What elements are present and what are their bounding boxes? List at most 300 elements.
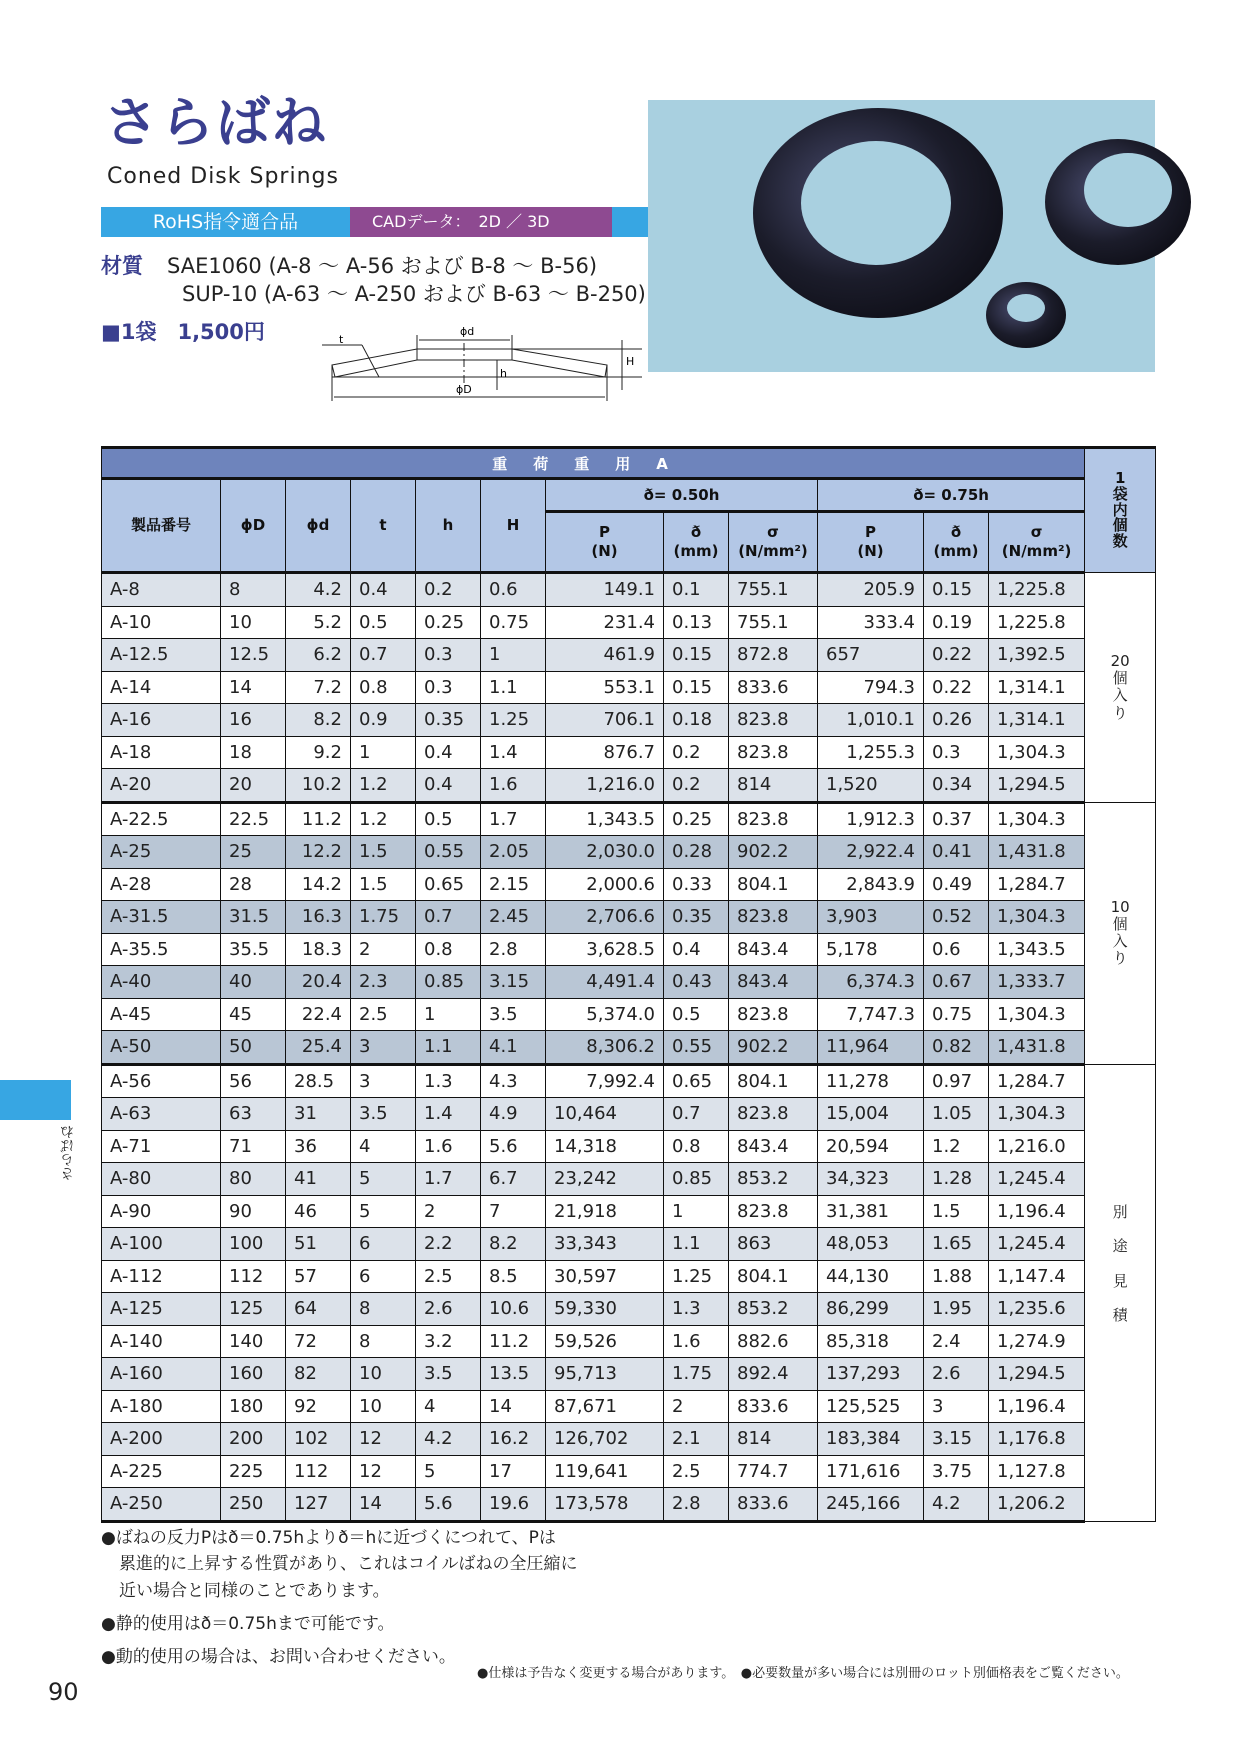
cell-inner-diameter: 7.2 [286,671,351,704]
cell-sigma-075: 1,314.1 [989,704,1085,737]
cell-outer-diameter: 28 [221,868,286,901]
cell-part: A-56 [102,1064,221,1098]
cell-outer-diameter: 63 [221,1098,286,1131]
cell-sigma-075: 1,304.3 [989,901,1085,934]
cell-outer-diameter: 20 [221,769,286,803]
cell-sigma-075: 1,176.8 [989,1423,1085,1456]
cell-delta-075: 3.15 [924,1423,989,1456]
cell-thickness: 5 [351,1195,416,1228]
cell-sigma-075: 1,206.2 [989,1488,1085,1522]
cell-H: 8.2 [481,1228,546,1261]
cell-p-075: 7,747.3 [818,998,924,1031]
cad-data-link[interactable] [350,207,612,237]
cell-h: 5.6 [416,1488,481,1522]
cell-delta-075: 3 [924,1390,989,1423]
cell-inner-diameter: 28.5 [286,1064,351,1098]
table-title: 重荷重用A [102,448,1085,479]
col-sigma-050: σ (N/mm²) [729,512,818,573]
cell-delta-075: 0.3 [924,736,989,769]
cell-delta-075: 0.15 [924,573,989,607]
table-row [102,868,1156,901]
cell-p-050: 876.7 [546,736,664,769]
cell-delta-075: 3.75 [924,1455,989,1488]
table-row [102,1358,1156,1391]
cell-p-050: 21,918 [546,1195,664,1228]
cell-outer-diameter: 100 [221,1228,286,1261]
diagram-label-t: t [339,333,344,346]
cell-p-050: 149.1 [546,573,664,607]
table-row [102,1098,1156,1131]
cell-H: 19.6 [481,1488,546,1522]
cell-p-075: 3,903 [818,901,924,934]
cell-h: 5 [416,1455,481,1488]
cell-sigma-075: 1,147.4 [989,1260,1085,1293]
cell-p-050: 5,374.0 [546,998,664,1031]
cell-delta-050: 0.2 [664,736,729,769]
cell-sigma-050: 863 [729,1228,818,1261]
cell-delta-050: 0.5 [664,998,729,1031]
product-photo [648,100,1155,372]
cell-outer-diameter: 45 [221,998,286,1031]
cell-sigma-075: 1,304.3 [989,1098,1085,1131]
cell-sigma-050: 902.2 [729,1031,818,1065]
cell-inner-diameter: 22.4 [286,998,351,1031]
cell-inner-diameter: 5.2 [286,606,351,639]
cell-sigma-075: 1,431.8 [989,836,1085,869]
cell-p-075: 31,381 [818,1195,924,1228]
cell-part: A-20 [102,769,221,803]
cell-sigma-050: 902.2 [729,836,818,869]
cell-thickness: 1.5 [351,868,416,901]
cell-outer-diameter: 22.5 [221,802,286,836]
cell-delta-075: 1.95 [924,1293,989,1326]
table-row [102,573,1156,607]
cell-part: A-160 [102,1358,221,1391]
cell-part: A-14 [102,671,221,704]
cell-outer-diameter: 40 [221,966,286,999]
cell-sigma-075: 1,274.9 [989,1325,1085,1358]
group-075h: ð= 0.75h [818,479,1085,512]
cell-H: 3.15 [481,966,546,999]
table-row [102,736,1156,769]
table-row [102,901,1156,934]
cell-sigma-075: 1,304.3 [989,802,1085,836]
cell-thickness: 2.5 [351,998,416,1031]
cell-delta-075: 2.6 [924,1358,989,1391]
col-p-050: P (N) [546,512,664,573]
cell-delta-075: 0.37 [924,802,989,836]
cell-delta-050: 0.65 [664,1064,729,1098]
cell-sigma-050: 823.8 [729,704,818,737]
cell-delta-075: 2.4 [924,1325,989,1358]
cell-inner-diameter: 18.3 [286,933,351,966]
cell-inner-diameter: 16.3 [286,901,351,934]
cell-sigma-075: 1,304.3 [989,998,1085,1031]
cell-p-050: 95,713 [546,1358,664,1391]
spring-cross-section [332,349,607,377]
cell-delta-050: 1.6 [664,1325,729,1358]
cell-thickness: 0.7 [351,639,416,672]
cell-inner-diameter: 31 [286,1098,351,1131]
cell-inner-diameter: 14.2 [286,868,351,901]
cell-delta-075: 0.97 [924,1064,989,1098]
cell-p-075: 333.4 [818,606,924,639]
cell-sigma-050: 843.4 [729,966,818,999]
cell-p-075: 2,922.4 [818,836,924,869]
cell-sigma-050: 823.8 [729,802,818,836]
cell-delta-075: 1.88 [924,1260,989,1293]
cell-part: A-63 [102,1098,221,1131]
cell-h: 1.6 [416,1130,481,1163]
cell-outer-diameter: 250 [221,1488,286,1522]
cell-p-050: 706.1 [546,704,664,737]
cell-sigma-075: 1,431.8 [989,1031,1085,1065]
cell-H: 1.4 [481,736,546,769]
cell-sigma-075: 1,284.7 [989,1064,1085,1098]
cell-part: A-112 [102,1260,221,1293]
cell-p-050: 553.1 [546,671,664,704]
cell-thickness: 3 [351,1064,416,1098]
pack-count-cell: 10 個 入 り [1085,802,1156,1064]
cell-p-050: 87,671 [546,1390,664,1423]
cell-inner-diameter: 36 [286,1130,351,1163]
cell-thickness: 1.2 [351,802,416,836]
cell-delta-075: 0.22 [924,671,989,704]
page-title: さらばね [104,91,328,154]
cell-delta-050: 0.15 [664,671,729,704]
col-inner-diameter: ϕd [286,479,351,573]
cell-delta-075: 0.34 [924,769,989,803]
table-row [102,1130,1156,1163]
cell-outer-diameter: 56 [221,1064,286,1098]
cell-sigma-050: 823.8 [729,1195,818,1228]
cell-sigma-075: 1,196.4 [989,1195,1085,1228]
cell-inner-diameter: 6.2 [286,639,351,672]
cell-p-075: 657 [818,639,924,672]
cell-delta-050: 0.2 [664,769,729,803]
section-tab-label: さらばね [60,1125,76,1181]
cell-sigma-075: 1,294.5 [989,769,1085,803]
cell-part: A-71 [102,1130,221,1163]
cell-sigma-050: 814 [729,769,818,803]
cell-H: 4.1 [481,1031,546,1065]
section-tab [0,1080,71,1120]
cell-h: 0.35 [416,704,481,737]
cell-h: 1 [416,998,481,1031]
cell-sigma-075: 1,216.0 [989,1130,1085,1163]
cell-inner-diameter: 92 [286,1390,351,1423]
cell-delta-075: 0.22 [924,639,989,672]
cell-outer-diameter: 140 [221,1325,286,1358]
table-row [102,998,1156,1031]
cell-p-050: 2,000.6 [546,868,664,901]
cell-part: A-45 [102,998,221,1031]
cell-p-050: 2,030.0 [546,836,664,869]
spec-table-body [102,573,1156,1522]
footer-note: ●仕様は予告なく変更する場合があります。 ●必要数量が多い場合には別冊のロット別価格表をご覧ください。 [477,1666,1129,1681]
cell-h: 0.3 [416,671,481,704]
cell-p-050: 33,343 [546,1228,664,1261]
table-row [102,704,1156,737]
cell-sigma-075: 1,235.6 [989,1293,1085,1326]
cell-delta-075: 0.26 [924,704,989,737]
cell-p-050: 7,992.4 [546,1064,664,1098]
table-row [102,1031,1156,1065]
cell-delta-075: 0.67 [924,966,989,999]
table-row [102,1163,1156,1196]
cell-outer-diameter: 80 [221,1163,286,1196]
cell-sigma-050: 814 [729,1423,818,1456]
cell-H: 2.8 [481,933,546,966]
cell-p-075: 11,964 [818,1031,924,1065]
cell-h: 2.5 [416,1260,481,1293]
cell-h: 2.6 [416,1293,481,1326]
cell-h: 0.8 [416,933,481,966]
cell-inner-diameter: 10.2 [286,769,351,803]
cell-outer-diameter: 180 [221,1390,286,1423]
cell-H: 1.1 [481,671,546,704]
cell-p-075: 85,318 [818,1325,924,1358]
page-subtitle: Coned Disk Springs [107,164,339,189]
cell-delta-050: 0.28 [664,836,729,869]
cell-inner-diameter: 41 [286,1163,351,1196]
cell-delta-075: 0.52 [924,901,989,934]
cell-thickness: 6 [351,1228,416,1261]
cell-sigma-050: 843.4 [729,1130,818,1163]
cell-sigma-075: 1,304.3 [989,736,1085,769]
cell-sigma-050: 804.1 [729,868,818,901]
material-label: 材質 [101,254,143,278]
cell-part: A-25 [102,836,221,869]
cell-h: 4 [416,1390,481,1423]
cell-sigma-050: 804.1 [729,1260,818,1293]
cell-sigma-050: 823.8 [729,998,818,1031]
cell-delta-050: 0.85 [664,1163,729,1196]
cell-thickness: 1.5 [351,836,416,869]
cell-outer-diameter: 125 [221,1293,286,1326]
cell-p-050: 126,702 [546,1423,664,1456]
cell-delta-050: 0.7 [664,1098,729,1131]
cell-H: 4.3 [481,1064,546,1098]
cell-p-050: 119,641 [546,1455,664,1488]
note-3: ●動的使用の場合は、お問い合わせください。 [101,1647,456,1668]
cell-sigma-050: 853.2 [729,1163,818,1196]
cell-thickness: 1.2 [351,769,416,803]
table-row [102,1260,1156,1293]
table-row [102,1228,1156,1261]
cell-outer-diameter: 18 [221,736,286,769]
diagram-label-D: ϕD [456,383,472,396]
table-row [102,966,1156,999]
col-h: h [416,479,481,573]
cell-delta-075: 4.2 [924,1488,989,1522]
cell-sigma-075: 1,127.8 [989,1455,1085,1488]
cell-inner-diameter: 127 [286,1488,351,1522]
cell-p-075: 15,004 [818,1098,924,1131]
cell-p-050: 1,343.5 [546,802,664,836]
table-row [102,1390,1156,1423]
cell-part: A-8 [102,573,221,607]
cell-sigma-050: 755.1 [729,606,818,639]
cell-p-050: 14,318 [546,1130,664,1163]
cell-part: A-225 [102,1455,221,1488]
cell-thickness: 12 [351,1455,416,1488]
cell-delta-075: 1.65 [924,1228,989,1261]
cell-thickness: 1.75 [351,901,416,934]
cell-h: 0.5 [416,802,481,836]
cell-outer-diameter: 35.5 [221,933,286,966]
cell-p-075: 11,278 [818,1064,924,1098]
cell-delta-075: 0.75 [924,998,989,1031]
cell-delta-050: 0.33 [664,868,729,901]
cell-part: A-50 [102,1031,221,1065]
material-line-1: SAE1060 (A-8 ～ A-56 および B-8 ～ B-56) [167,254,598,278]
cell-p-075: 48,053 [818,1228,924,1261]
cell-p-050: 23,242 [546,1163,664,1196]
cell-sigma-050: 882.6 [729,1325,818,1358]
cell-h: 0.7 [416,901,481,934]
table-row [102,1488,1156,1522]
cell-outer-diameter: 12.5 [221,639,286,672]
cell-thickness: 3.5 [351,1098,416,1131]
cell-p-075: 44,130 [818,1260,924,1293]
cell-outer-diameter: 160 [221,1358,286,1391]
pack-count-header: 1袋内個数 [1085,448,1156,573]
cell-H: 16.2 [481,1423,546,1456]
col-sigma-075: σ (N/mm²) [989,512,1085,573]
cell-thickness: 2.3 [351,966,416,999]
cell-outer-diameter: 200 [221,1423,286,1456]
cell-inner-diameter: 11.2 [286,802,351,836]
cell-thickness: 8 [351,1293,416,1326]
table-row [102,1325,1156,1358]
table-row [102,1293,1156,1326]
cell-H: 7 [481,1195,546,1228]
cell-delta-050: 0.8 [664,1130,729,1163]
cell-h: 0.25 [416,606,481,639]
cell-p-075: 1,912.3 [818,802,924,836]
price-label: ■1袋 1,500円 [101,320,265,344]
cell-H: 1.6 [481,769,546,803]
cell-outer-diameter: 16 [221,704,286,737]
cell-outer-diameter: 90 [221,1195,286,1228]
spec-table [101,446,1156,1523]
table-row [102,836,1156,869]
cell-delta-050: 0.4 [664,933,729,966]
cell-h: 2.2 [416,1228,481,1261]
cell-delta-075: 0.41 [924,836,989,869]
cell-p-050: 2,706.6 [546,901,664,934]
rohs-badge: RoHS指令適合品 [101,207,350,237]
cell-p-075: 183,384 [818,1423,924,1456]
cell-outer-diameter: 112 [221,1260,286,1293]
cell-H: 0.75 [481,606,546,639]
table-row [102,1455,1156,1488]
note-2: ●静的使用はð＝0.75hまで可能です。 [101,1614,395,1635]
cell-sigma-050: 804.1 [729,1064,818,1098]
cell-sigma-050: 823.8 [729,1098,818,1131]
cell-p-075: 794.3 [818,671,924,704]
cell-delta-050: 2.8 [664,1488,729,1522]
cell-h: 1.1 [416,1031,481,1065]
cell-thickness: 10 [351,1390,416,1423]
cell-inner-diameter: 64 [286,1293,351,1326]
cell-p-050: 3,628.5 [546,933,664,966]
cell-delta-050: 1.25 [664,1260,729,1293]
cell-part: A-31.5 [102,901,221,934]
cell-delta-075: 0.6 [924,933,989,966]
col-delta-050: ð (mm) [664,512,729,573]
cell-sigma-075: 1,343.5 [989,933,1085,966]
cell-part: A-10 [102,606,221,639]
cell-delta-050: 0.55 [664,1031,729,1065]
cell-thickness: 0.9 [351,704,416,737]
cell-sigma-075: 1,225.8 [989,573,1085,607]
cell-thickness: 6 [351,1260,416,1293]
cell-inner-diameter: 72 [286,1325,351,1358]
cell-p-050: 231.4 [546,606,664,639]
cell-inner-diameter: 46 [286,1195,351,1228]
cell-h: 2 [416,1195,481,1228]
diagram-label-H: H [626,355,635,368]
cell-H: 8.5 [481,1260,546,1293]
cell-p-075: 2,843.9 [818,868,924,901]
cell-H: 3.5 [481,998,546,1031]
table-row [102,1423,1156,1456]
cell-thickness: 8 [351,1325,416,1358]
cell-sigma-050: 872.8 [729,639,818,672]
cell-sigma-050: 833.6 [729,671,818,704]
pack-count-cell: 20 個 入 り [1085,573,1156,803]
cell-H: 4.9 [481,1098,546,1131]
cell-outer-diameter: 50 [221,1031,286,1065]
cell-sigma-050: 892.4 [729,1358,818,1391]
cell-inner-diameter: 12.2 [286,836,351,869]
cell-p-075: 125,525 [818,1390,924,1423]
cell-sigma-050: 755.1 [729,573,818,607]
cell-delta-050: 0.43 [664,966,729,999]
cell-sigma-075: 1,225.8 [989,606,1085,639]
diagram-label-h: h [500,367,507,380]
dimension-diagram [322,325,642,435]
cell-thickness: 10 [351,1358,416,1391]
cell-H: 13.5 [481,1358,546,1391]
cell-p-075: 6,374.3 [818,966,924,999]
cell-thickness: 0.5 [351,606,416,639]
cell-outer-diameter: 8 [221,573,286,607]
cell-delta-075: 0.82 [924,1031,989,1065]
cell-part: A-80 [102,1163,221,1196]
table-row [102,802,1156,836]
cell-p-050: 4,491.4 [546,966,664,999]
cell-outer-diameter: 10 [221,606,286,639]
cell-part: A-40 [102,966,221,999]
cell-sigma-050: 823.8 [729,901,818,934]
cell-p-075: 1,520 [818,769,924,803]
cell-part: A-90 [102,1195,221,1228]
cell-inner-diameter: 82 [286,1358,351,1391]
table-row [102,1064,1156,1098]
cell-sigma-075: 1,245.4 [989,1228,1085,1261]
cell-delta-075: 0.49 [924,868,989,901]
col-p-075: P (N) [818,512,924,573]
cell-thickness: 12 [351,1423,416,1456]
cell-inner-diameter: 102 [286,1423,351,1456]
cell-outer-diameter: 31.5 [221,901,286,934]
cell-p-050: 30,597 [546,1260,664,1293]
cell-outer-diameter: 14 [221,671,286,704]
table-row [102,606,1156,639]
